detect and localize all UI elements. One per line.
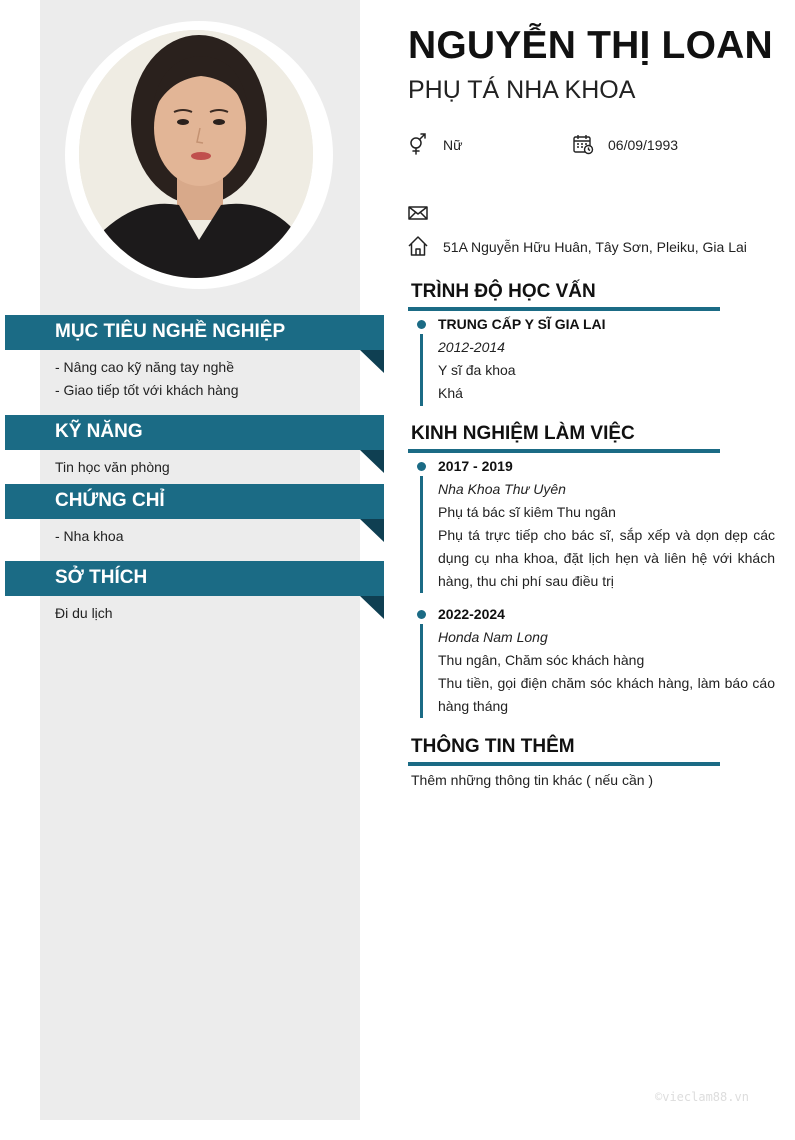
watermark: ©vieclam88.vn [655, 1090, 749, 1104]
section-divider [408, 762, 720, 766]
job-position: Phụ tá bác sĩ kiêm Thu ngân [438, 504, 616, 520]
objective-item: - Nâng cao kỹ năng tay nghề [55, 359, 235, 375]
skill-item: Tin học văn phòng [55, 459, 170, 475]
additional-text: Thêm những thông tin khác ( nếu cần ) [411, 772, 654, 788]
birthdate-value: 06/09/1993 [608, 137, 679, 153]
calendar-icon [572, 133, 594, 155]
company-name: Nha Khoa Thư Uyên [438, 481, 566, 497]
school-name: TRUNG CẤP Y SĨ GIA LAI [438, 316, 606, 332]
job-period: 2017 - 2019 [438, 458, 513, 474]
hobbies-title: SỞ THÍCH [55, 567, 148, 588]
certificate-item: - Nha khoa [55, 528, 124, 544]
timeline-bar [420, 476, 423, 593]
job-period: 2022-2024 [438, 606, 505, 622]
avatar [79, 30, 313, 278]
section-divider [408, 449, 720, 453]
education-period: 2012-2014 [438, 339, 505, 355]
company-name: Honda Nam Long [438, 629, 548, 645]
ribbon-fold [360, 596, 384, 619]
timeline-dot [417, 610, 426, 619]
job-description: Phụ tá trực tiếp cho bác sĩ, sắp xếp và dọn dẹp các dụng cụ nha khoa, đặt lịch hẹn và liên hệ với khách hàng, thu chi phí sau điều trị [438, 527, 775, 589]
objective-header [5, 315, 384, 350]
hobby-item: Đi du lịch [55, 605, 113, 621]
additional-title: THÔNG TIN THÊM [411, 736, 575, 757]
education-title: TRÌNH ĐỘ HỌC VẤN [411, 281, 596, 302]
ribbon-fold [360, 450, 384, 473]
education-major: Y sĩ đa khoa [438, 362, 516, 378]
address-value: 51A Nguyễn Hữu Huân, Tây Sơn, Pleiku, Gia Lai [443, 239, 747, 255]
skills-header [5, 415, 384, 450]
section-divider [408, 307, 720, 311]
objective-title: MỤC TIÊU NGHỀ NGHIỆP [55, 321, 286, 342]
gender-value: Nữ [443, 137, 463, 153]
experience-title: KINH NGHIỆM LÀM VIỆC [411, 423, 635, 444]
timeline-dot [417, 320, 426, 329]
hobbies-header [5, 561, 384, 596]
candidate-name: NGUYỄN THỊ LOAN [408, 24, 773, 67]
gender-icon [407, 133, 429, 155]
certificates-title: CHỨNG CHỈ [55, 490, 165, 511]
timeline-dot [417, 462, 426, 471]
ribbon-fold [360, 519, 384, 542]
job-description: Thu tiền, gọi điện chăm sóc khách hàng, làm báo cáo hàng tháng [438, 675, 775, 714]
job-title: PHỤ TÁ NHA KHOA [408, 76, 636, 104]
education-grade: Khá [438, 385, 463, 401]
email-icon [407, 202, 429, 224]
timeline-bar [420, 334, 423, 406]
timeline-bar [420, 624, 423, 718]
job-position: Thu ngân, Chăm sóc khách hàng [438, 652, 645, 668]
home-icon [407, 235, 429, 257]
ribbon-fold [360, 350, 384, 373]
objective-item: - Giao tiếp tốt với khách hàng [55, 382, 239, 398]
skills-title: KỸ NĂNG [55, 421, 143, 442]
certificates-header [5, 484, 384, 519]
